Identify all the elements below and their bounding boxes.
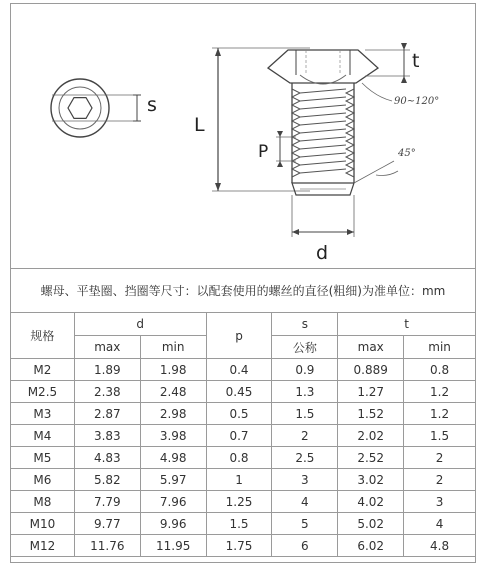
unit-note: 螺母、平垫圈、挡圈等尺寸：以配套使用的螺丝的直径(粗细)为准单位：mm bbox=[10, 268, 476, 313]
table-header-row-1 bbox=[11, 313, 476, 336]
table-row bbox=[11, 425, 476, 447]
cell-s: 1.3 bbox=[272, 381, 338, 403]
cell-p: 1.75 bbox=[206, 535, 272, 557]
cell-p: 0.7 bbox=[206, 425, 272, 447]
cell-t-max: 1.27 bbox=[338, 381, 404, 403]
header-d-max: max bbox=[74, 336, 140, 359]
cell-d-max: 1.89 bbox=[74, 359, 140, 381]
cell-t-min: 4 bbox=[404, 513, 476, 535]
cell-t-min: 4.8 bbox=[404, 535, 476, 557]
header-size: 规格 bbox=[11, 313, 75, 359]
cell-t-min: 1.5 bbox=[404, 425, 476, 447]
cell-d-max: 2.87 bbox=[74, 403, 140, 425]
cell-t-min: 3 bbox=[404, 491, 476, 513]
table-row bbox=[11, 381, 476, 403]
cell-p: 0.4 bbox=[206, 359, 272, 381]
header-t: t bbox=[338, 313, 476, 336]
screw-body bbox=[268, 50, 378, 195]
cell-t-max: 6.02 bbox=[338, 535, 404, 557]
cell-size: M2 bbox=[11, 359, 75, 381]
cell-size: M6 bbox=[11, 469, 75, 491]
dimension-d-label: d bbox=[316, 242, 329, 264]
cell-s: 1.5 bbox=[272, 403, 338, 425]
cell-size: M5 bbox=[11, 447, 75, 469]
cell-d-min: 2.48 bbox=[140, 381, 206, 403]
cell-d-min: 11.95 bbox=[140, 535, 206, 557]
cell-d-max: 7.79 bbox=[74, 491, 140, 513]
cone-angle-leader bbox=[362, 83, 392, 101]
header-d: d bbox=[74, 313, 206, 336]
cell-size: M2.5 bbox=[11, 381, 75, 403]
cell-t-min: 1.2 bbox=[404, 381, 476, 403]
cell-d-max: 5.82 bbox=[74, 469, 140, 491]
cell-p: 1 bbox=[206, 469, 272, 491]
cell-s: 2 bbox=[272, 425, 338, 447]
header-s-nominal: 公称 bbox=[272, 336, 338, 359]
cell-d-min: 4.98 bbox=[140, 447, 206, 469]
cell-d-min: 2.98 bbox=[140, 403, 206, 425]
cell-d-min: 7.96 bbox=[140, 491, 206, 513]
header-t-min: min bbox=[404, 336, 476, 359]
cell-s: 0.9 bbox=[272, 359, 338, 381]
cell-size: M12 bbox=[11, 535, 75, 557]
cell-d-min: 9.96 bbox=[140, 513, 206, 535]
cone-angle-label: 90~120° bbox=[394, 96, 440, 107]
cell-t-max: 2.02 bbox=[338, 425, 404, 447]
d-dimension bbox=[292, 195, 354, 237]
cell-t-min: 2 bbox=[404, 469, 476, 491]
tip-angle-leader bbox=[354, 161, 398, 183]
cell-d-max: 3.83 bbox=[74, 425, 140, 447]
table-row bbox=[11, 469, 476, 491]
table-row bbox=[11, 535, 476, 557]
cell-p: 1.5 bbox=[206, 513, 272, 535]
cell-t-min: 0.8 bbox=[404, 359, 476, 381]
cell-p: 0.8 bbox=[206, 447, 272, 469]
cell-d-max: 11.76 bbox=[74, 535, 140, 557]
cell-t-max: 0.889 bbox=[338, 359, 404, 381]
header-p: p bbox=[206, 313, 272, 359]
header-s: s bbox=[272, 313, 338, 336]
cell-t-min: 2 bbox=[404, 447, 476, 469]
table-body bbox=[11, 359, 476, 557]
cell-t-max: 4.02 bbox=[338, 491, 404, 513]
cell-s: 6 bbox=[272, 535, 338, 557]
dimension-L-label: L bbox=[194, 114, 205, 136]
cell-s: 5 bbox=[272, 513, 338, 535]
table-row bbox=[11, 403, 476, 425]
cell-d-min: 5.97 bbox=[140, 469, 206, 491]
cell-p: 0.45 bbox=[206, 381, 272, 403]
dimension-s-label: s bbox=[147, 94, 157, 116]
cell-d-max: 9.77 bbox=[74, 513, 140, 535]
cell-s: 3 bbox=[272, 469, 338, 491]
table-row bbox=[11, 447, 476, 469]
tip-angle-label: 45° bbox=[398, 148, 416, 159]
table-row bbox=[11, 359, 476, 381]
cell-s: 2.5 bbox=[272, 447, 338, 469]
dimension-t-label: t bbox=[412, 50, 420, 72]
cell-t-min: 1.2 bbox=[404, 403, 476, 425]
cell-d-min: 3.98 bbox=[140, 425, 206, 447]
cell-size: M10 bbox=[11, 513, 75, 535]
cell-t-max: 2.52 bbox=[338, 447, 404, 469]
table-row bbox=[11, 513, 476, 535]
cell-p: 0.5 bbox=[206, 403, 272, 425]
dimension-table bbox=[10, 312, 476, 557]
cell-t-max: 5.02 bbox=[338, 513, 404, 535]
cell-d-max: 2.38 bbox=[74, 381, 140, 403]
end-view bbox=[51, 79, 141, 137]
cell-s: 4 bbox=[272, 491, 338, 513]
cell-size: M3 bbox=[11, 403, 75, 425]
cell-p: 1.25 bbox=[206, 491, 272, 513]
set-screw-technical-drawing bbox=[10, 3, 476, 268]
cell-size: M4 bbox=[11, 425, 75, 447]
table-row bbox=[11, 491, 476, 513]
header-d-min: min bbox=[140, 336, 206, 359]
cell-d-max: 4.83 bbox=[74, 447, 140, 469]
cell-t-max: 1.52 bbox=[338, 403, 404, 425]
header-t-max: max bbox=[338, 336, 404, 359]
cell-t-max: 3.02 bbox=[338, 469, 404, 491]
cell-size: M8 bbox=[11, 491, 75, 513]
cell-d-min: 1.98 bbox=[140, 359, 206, 381]
dimension-P-label: P bbox=[258, 142, 269, 162]
